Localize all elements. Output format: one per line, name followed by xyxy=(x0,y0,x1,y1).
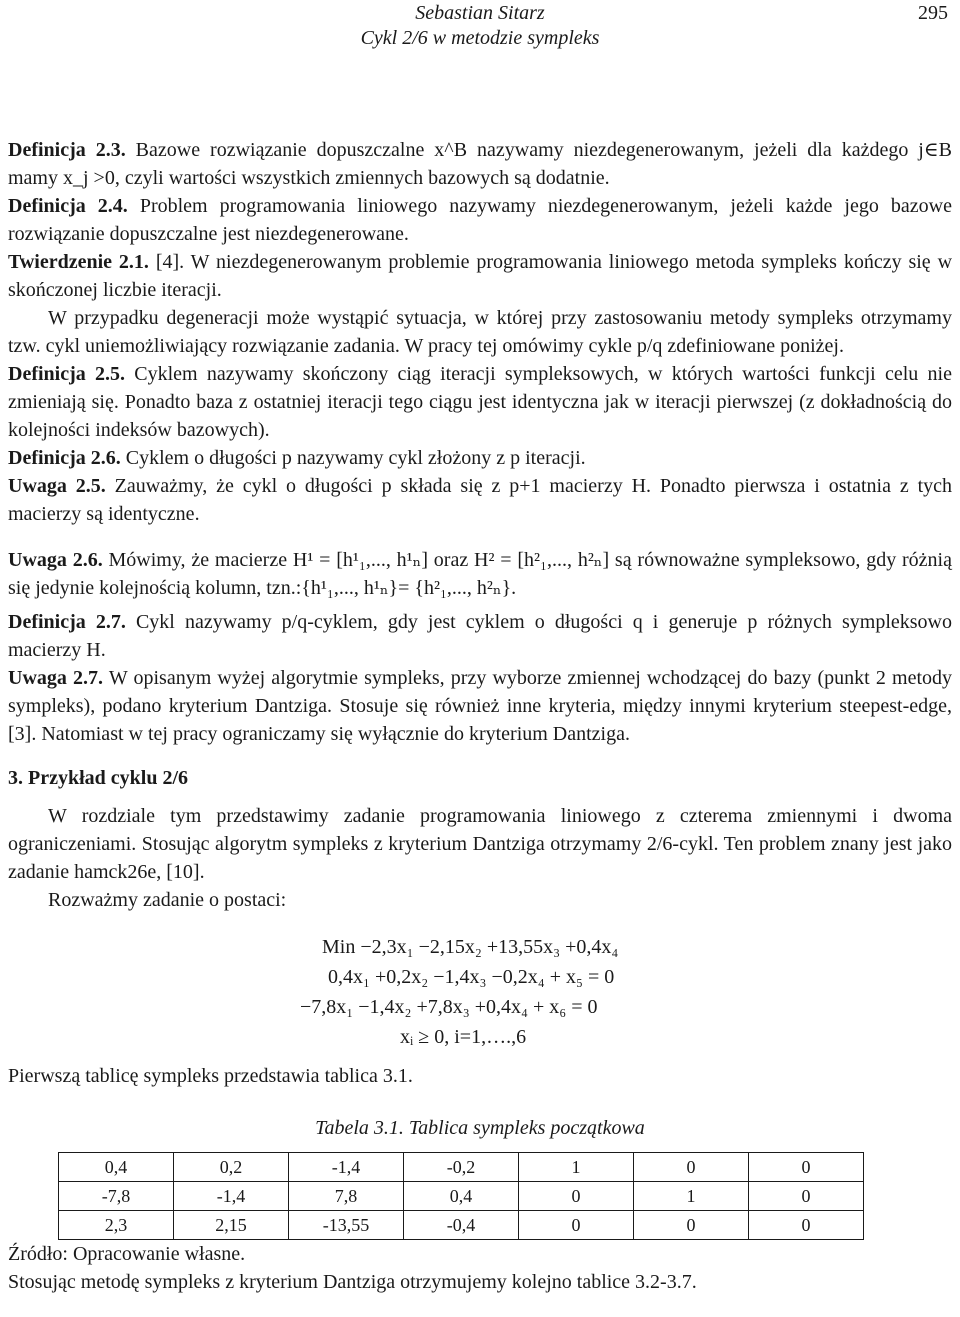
table-cell: -1,4 xyxy=(289,1153,404,1182)
paragraph-7 xyxy=(8,472,952,528)
paragraph-lead: Uwaga 2.7. xyxy=(8,667,104,689)
table-cell: 2,15 xyxy=(174,1211,289,1240)
table-cell: 0 xyxy=(749,1211,864,1240)
simplex-table xyxy=(58,1152,864,1240)
lp-model xyxy=(8,932,952,1052)
paragraph-text: Cykl nazywamy p/q-cyklem, gdy jest cyklem o długości q i generuje p różnych sympleksowo macierzy H. xyxy=(8,611,953,661)
paragraph-text: W opisanym wyżej algorytmie sympleks, przy wyborze zmiennej wchodzącej do bazy (punkt 2 metody sympleks), podano kryterium Dantziga. Stosuje się również inne kryteria, między innymi kryterium steepest-edge, [3]. Natomiast w tej pracy ograniczamy się wyłącznie do kryterium Dantziga. xyxy=(8,667,953,745)
table-row xyxy=(59,1211,864,1240)
paragraph-lead: Definicja 2.3. xyxy=(8,139,126,161)
section-paragraph-1: W rozdziale tym przedstawimy zadanie programowania liniowego z czterema zmiennymi i dwoma ograniczeniami. Stosując algorytm sympleks z kryterium Dantziga otrzymamy 2/6-cykl. Ten problem znany jest jako zadanie hamck26e, [10]. xyxy=(8,805,952,883)
paragraph-text: Problem programowania liniowego nazywamy niezdegenerowanym, jeżeli każde jego bazowe rozwiązanie dopuszczalne jest niezdegenerowane. xyxy=(8,195,952,245)
paragraph-text: [4]. W niezdegenerowanym problemie programowania liniowego metoda sympleks kończy się w skończonej liczbie iteracji. xyxy=(8,251,953,301)
paragraph-4 xyxy=(8,304,952,360)
page-body xyxy=(8,136,952,1296)
table-cell: 7,8 xyxy=(289,1182,404,1211)
paragraph-lead: Uwaga 2.6. xyxy=(8,549,103,571)
running-header-author: Sebastian Sitarz xyxy=(415,2,545,24)
table-cell: 0 xyxy=(634,1211,749,1240)
paragraph-6 xyxy=(8,444,952,472)
table-cell: 0 xyxy=(749,1182,864,1211)
paragraph-text: Zauważmy, że cykl o długości p składa się z p+1 macierzy H. Ponadto pierwsza i ostatnia z tych macierzy są identyczne. xyxy=(8,475,953,525)
paragraph-lead: Definicja 2.6. xyxy=(8,447,121,469)
definitions-block xyxy=(8,136,952,748)
table-cell: -13,55 xyxy=(289,1211,404,1240)
paragraph-text: Cyklem nazywamy skończony ciąg iteracji sympleksowych, w których wartości funkcji celu nie zmieniają się. Ponadto baza z ostatniej iteracji tego ciągu jest identyczna jak w iteracji pierwszej (z dokładnością do kolejności indeksów bazowych). xyxy=(8,363,952,441)
table-cell: 1 xyxy=(519,1153,634,1182)
table-cell: 0 xyxy=(634,1153,749,1182)
table-cell: 0 xyxy=(519,1182,634,1211)
paragraph-lead: Definicja 2.4. xyxy=(8,195,128,217)
paragraph-lead: Definicja 2.7. xyxy=(8,611,126,633)
constraint-line-1: 0,4x₁ +0,2x₂ −1,4x₃ −0,2x₄ + x₅ = 0 xyxy=(328,966,615,988)
paragraph-3 xyxy=(8,248,952,304)
table-intro: Pierwszą tablicę sympleks przedstawia tablica 3.1. xyxy=(8,1065,413,1087)
page-number: 295 xyxy=(918,2,948,24)
paragraph-text: Bazowe rozwiązanie dopuszczalne x^B nazywamy niezdegenerowanym, jeżeli dla każdego j∈B mamy x_j >0, czyli wartości wszystkich zmiennych bazowych są dodatnie. xyxy=(8,139,952,189)
table-row xyxy=(59,1182,864,1211)
objective-line: Min −2,3x₁ −2,15x₂ +13,55x₃ +0,4x₄ xyxy=(322,936,619,958)
table-row xyxy=(59,1153,864,1182)
table-cell: 0,2 xyxy=(174,1153,289,1182)
paragraph-lead: Uwaga 2.5. xyxy=(8,475,106,497)
table-cell: 0 xyxy=(749,1153,864,1182)
paragraph-5 xyxy=(8,360,952,444)
table-cell: -1,4 xyxy=(174,1182,289,1211)
paragraph-text: Cyklem o długości p nazywamy cykl złożony z p iteracji. xyxy=(120,447,586,469)
table-cell: 0,4 xyxy=(404,1182,519,1211)
paragraph-10 xyxy=(8,664,952,748)
paragraph-8 xyxy=(8,546,952,602)
section-title: 3. Przykład cyklu 2/6 xyxy=(8,767,189,789)
table-cell: 2,3 xyxy=(59,1211,174,1240)
paragraph-text: Mówimy, że macierze H¹ = [h¹₁,..., h¹ₙ] oraz H² = [h²₁,..., h²ₙ] są równoważne sympleksowo, gdy różnią się jedynie kolejnością kolumn, tzn.:{h¹₁,..., h¹ₙ}= {h²₁,..., h²ₙ}. xyxy=(8,549,952,599)
closing-paragraph: Stosując metodę sympleks z kryterium Dantziga otrzymujemy kolejno tablice 3.2-3.7. xyxy=(8,1271,697,1293)
paragraph-9 xyxy=(8,608,952,664)
table-cell: -0,4 xyxy=(404,1211,519,1240)
section-paragraph-2: Rozważmy zadanie o postaci: xyxy=(48,889,287,911)
paragraph-lead: Twierdzenie 2.1. xyxy=(8,251,149,273)
table-cell: 0,4 xyxy=(59,1153,174,1182)
table-cell: 0 xyxy=(519,1211,634,1240)
nonnegativity-line: xᵢ ≥ 0, i=1,….,6 xyxy=(400,1026,527,1048)
table-caption: Tabela 3.1. Tablica sympleks początkowa xyxy=(315,1117,645,1139)
table-source: Źródło: Opracowanie własne. xyxy=(8,1243,246,1265)
constraint-line-2: −7,8x₁ −1,4x₂ +7,8x₃ +0,4x₄ + x₆ = 0 xyxy=(300,996,598,1018)
table-cell: -0,2 xyxy=(404,1153,519,1182)
paragraph-1 xyxy=(8,136,952,192)
running-header-title: Cykl 2/6 w metodzie sympleks xyxy=(360,27,600,49)
paragraph-text: W przypadku degeneracji może wystąpić sytuacja, w której przy zastosowaniu metody sympleks otrzymamy tzw. cykl uniemożliwiający rozwiązanie zadania. W pracy tej omówimy cykle p/q zdefiniowane poniżej. xyxy=(8,307,952,357)
paragraph-2 xyxy=(8,192,952,248)
table-cell: 1 xyxy=(634,1182,749,1211)
paragraph-lead: Definicja 2.5. xyxy=(8,363,126,385)
table-cell: -7,8 xyxy=(59,1182,174,1211)
